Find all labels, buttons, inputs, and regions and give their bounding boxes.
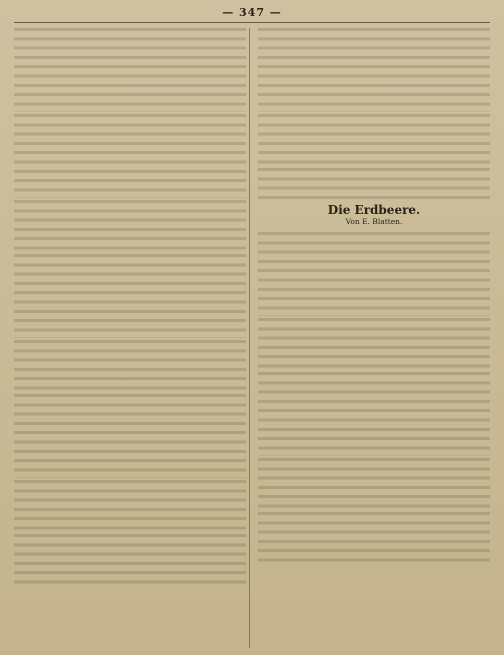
- left-paragraph: [14, 340, 246, 392]
- right-paragraph: [258, 168, 490, 200]
- right-column: [258, 28, 490, 648]
- article-byline: Von E. Blatten.: [345, 217, 403, 227]
- right-paragraph: [258, 114, 490, 166]
- right-paragraph: [258, 512, 490, 564]
- header-rule: [14, 22, 490, 23]
- left-paragraph: [14, 200, 246, 252]
- right-paragraph: [258, 28, 490, 112]
- left-paragraph: [14, 254, 246, 338]
- page-number: — 347 —: [222, 6, 282, 19]
- column-divider: [249, 28, 250, 648]
- left-paragraph: [14, 534, 246, 586]
- right-paragraph: [258, 458, 490, 510]
- left-paragraph: [14, 114, 246, 198]
- left-paragraph: [14, 28, 246, 112]
- left-paragraph: [14, 480, 246, 532]
- article-title: Die Erdbeere.: [327, 203, 421, 217]
- right-paragraph: [258, 372, 490, 456]
- left-paragraph: [14, 394, 246, 478]
- right-paragraph: [258, 318, 490, 370]
- right-paragraph: [258, 232, 490, 316]
- left-column: [14, 28, 246, 648]
